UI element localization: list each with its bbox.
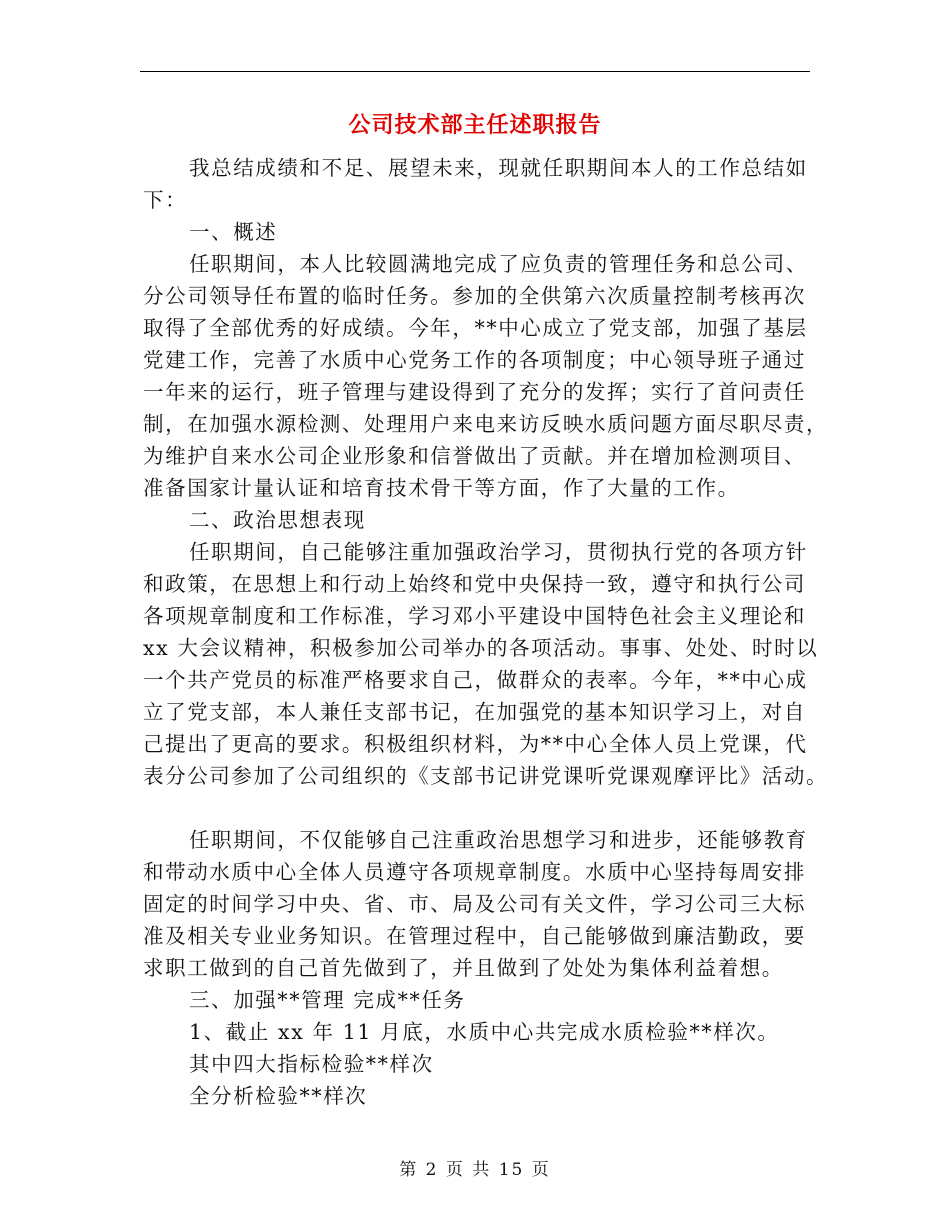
paragraph-line: 1、截止 xx 年 11 月底，水质中心共完成水质检验**样次。 xyxy=(189,1020,780,1044)
paragraph-line: 求职工做到的自己首先做到了，并且做到了处处为集体利益着想。 xyxy=(143,956,784,980)
paragraph-line: 全分析检验**样次 xyxy=(189,1084,368,1108)
paragraph-line: 准备国家计量认证和培育技术骨干等方面，作了大量的工作。 xyxy=(143,476,740,500)
paragraph-line: 任职期间，本人比较圆满地完成了应负责的管理任务和总公司、 xyxy=(189,252,808,276)
paragraph-line: 和政策，在思想上和行动上始终和党中央保持一致，遵守和执行公司 xyxy=(143,572,806,596)
paragraph-line: 分公司领导任布置的临时任务。参加的全供第六次质量控制考核再次 xyxy=(143,284,806,308)
paragraph-line: 准及相关专业业务知识。在管理过程中，自己能够做到廉洁勤政，要 xyxy=(143,924,806,948)
document-title: 公司技术部主任述职报告 xyxy=(348,112,602,138)
paragraph-line: 我总结成绩和不足、展望未来，现就任职期间本人的工作总结如 xyxy=(189,156,808,180)
paragraph-line: 己提出了更高的要求。积极组织材料，为**中心全体人员上党课，代 xyxy=(143,732,808,756)
paragraph-line: 为维护自来水公司企业形象和信誉做出了贡献。并在增加检测项目、 xyxy=(143,444,806,468)
paragraph-line: 下： xyxy=(143,188,188,212)
paragraph-line: 固定的时间学习中央、省、市、局及公司有关文件，学习公司三大标 xyxy=(143,892,806,916)
header-rule xyxy=(140,71,810,72)
paragraph-line: 党建工作，完善了水质中心党务工作的各项制度；中心领导班子通过 xyxy=(143,348,806,372)
paragraph-line: 和带动水质中心全体人员遵守各项规章制度。水质中心坚持每周安排 xyxy=(143,860,806,884)
paragraph-line: 二、政治思想表现 xyxy=(189,508,366,532)
document-body xyxy=(143,152,829,1112)
paragraph-line: 取得了全部优秀的好成绩。今年，**中心成立了党支部，加强了基层 xyxy=(143,316,808,340)
paragraph-line: 其中四大指标检验**样次 xyxy=(189,1052,434,1076)
paragraph-line: 一年来的运行，班子管理与建设得到了充分的发挥；实行了首问责任 xyxy=(143,380,806,404)
paragraph-line: 任职期间，自己能够注重加强政治学习，贯彻执行党的各项方针 xyxy=(189,540,808,564)
page-footer: 第 2 页 共 15 页 xyxy=(399,1160,551,1180)
paragraph-line: 制，在加强水源检测、处理用户来电来访反映水质问题方面尽职尽责， xyxy=(143,412,829,436)
paragraph-line: 三、加强**管理 完成**任务 xyxy=(189,988,466,1012)
paragraph-line: xx 大会议精神，积极参加公司举办的各项活动。事事、处处、时时以 xyxy=(143,636,819,660)
paragraph-line: 一个共产党员的标准严格要求自己，做群众的表率。今年，**中心成 xyxy=(143,668,808,692)
paragraph-line: 任职期间，不仅能够自己注重政治思想学习和进步，还能够教育 xyxy=(189,828,808,852)
paragraph-line: 表分公司参加了公司组织的《支部书记讲党课听党课观摩评比》活动。 xyxy=(143,764,829,788)
paragraph-line: 立了党支部，本人兼任支部书记，在加强党的基本知识学习上，对自 xyxy=(143,700,806,724)
paragraph-line: 各项规章制度和工作标准，学习邓小平建设中国特色社会主义理论和 xyxy=(143,604,806,628)
blank-line xyxy=(143,792,813,824)
paragraph-line: 一、概述 xyxy=(189,220,278,244)
